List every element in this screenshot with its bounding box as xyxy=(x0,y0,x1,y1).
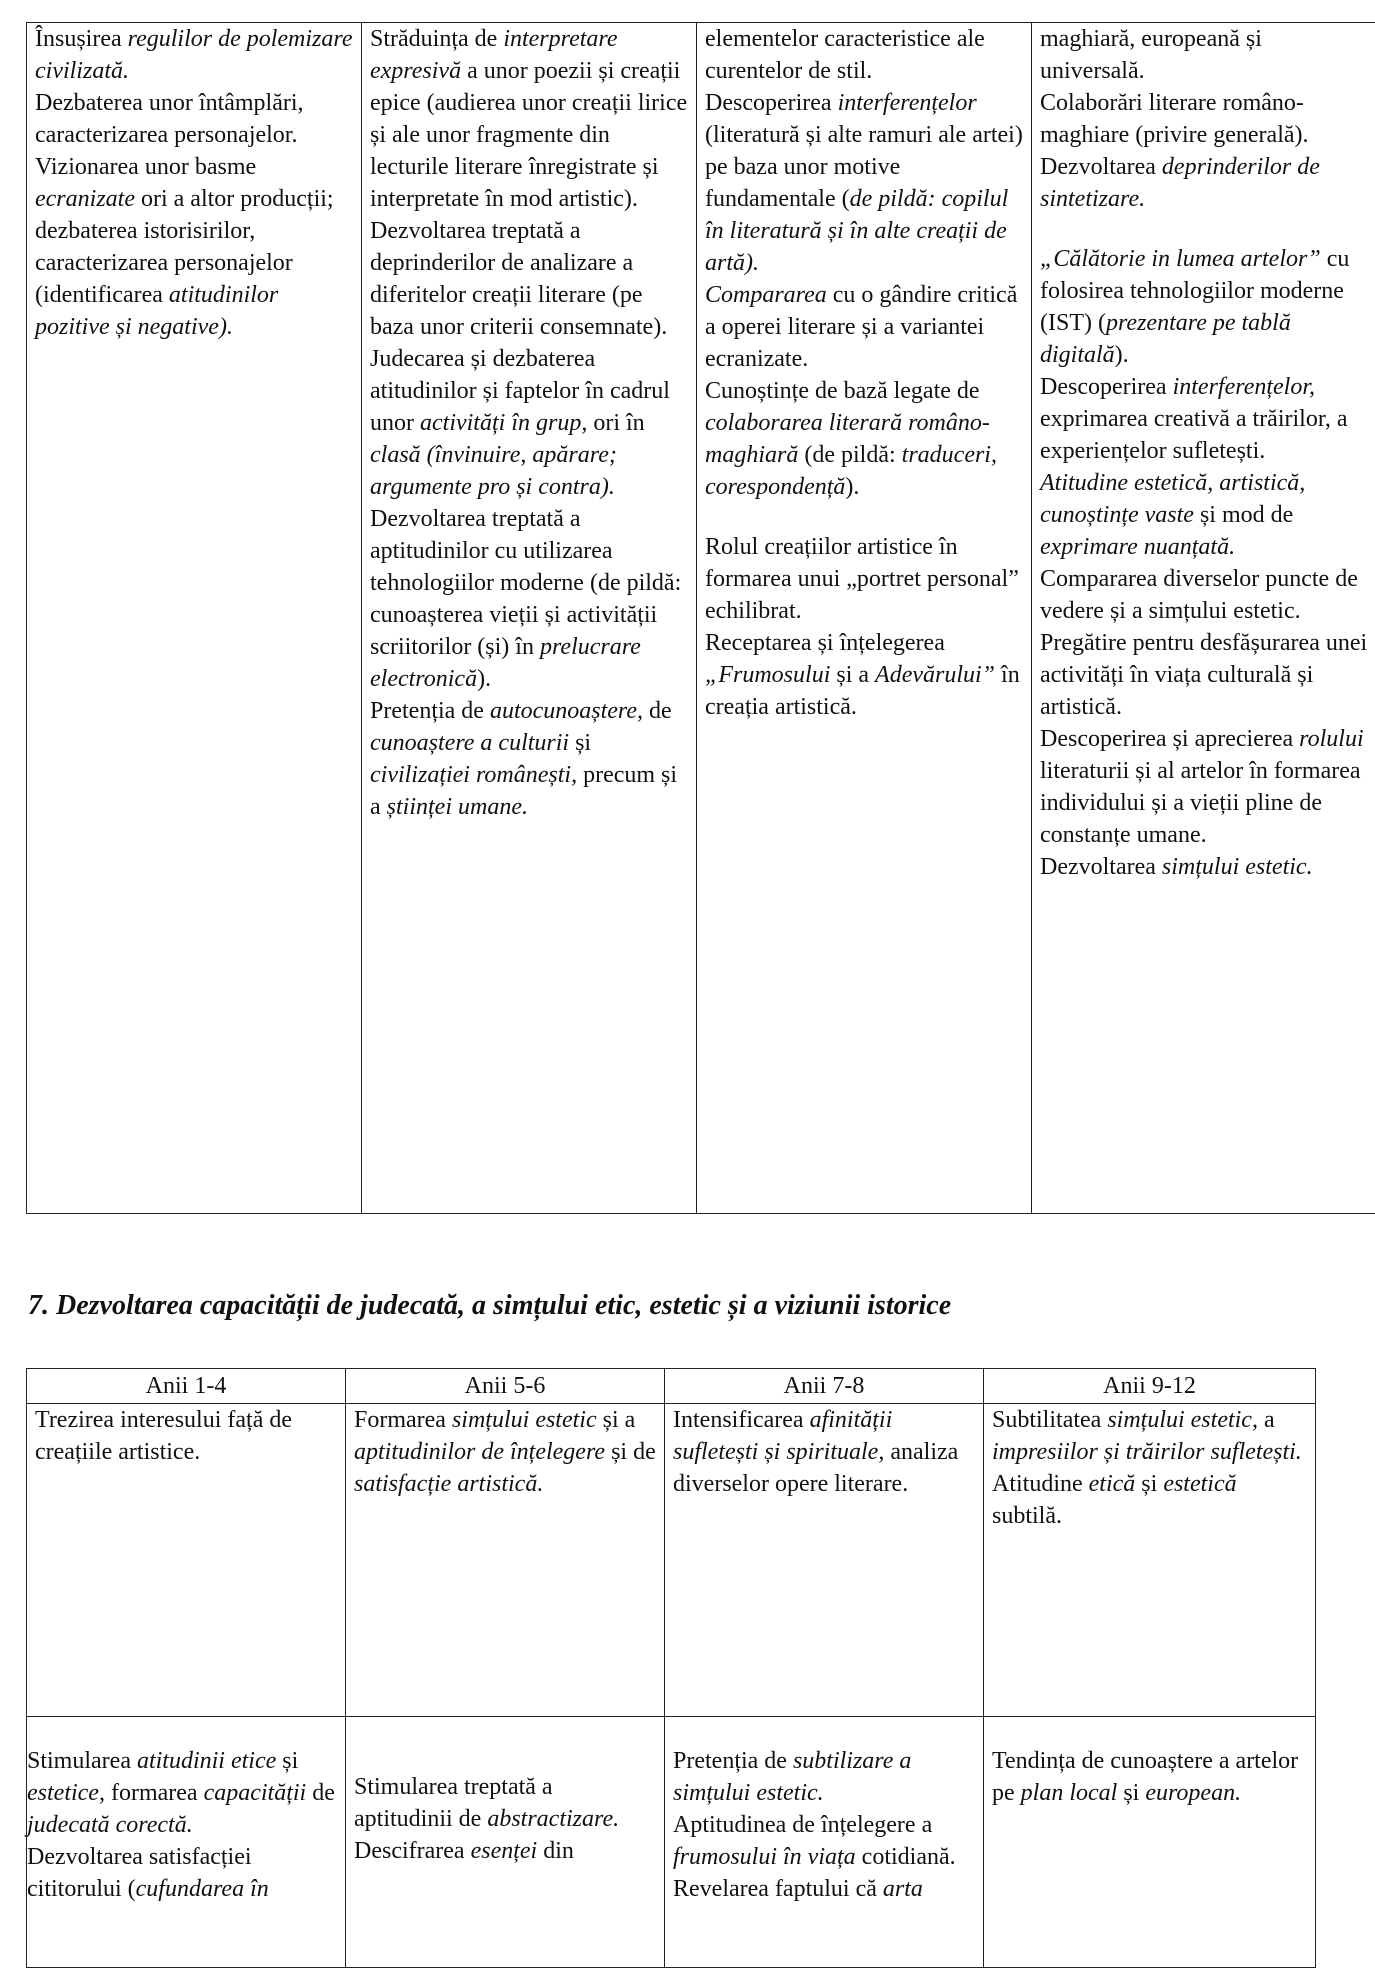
paragraph xyxy=(673,1873,975,1905)
content-table-continued xyxy=(26,22,1375,1214)
text-run: de xyxy=(643,698,672,724)
italic-text: prelucrare electronică xyxy=(370,634,641,692)
text-run: precum și a xyxy=(370,762,678,820)
column-header: Anii 1-4 xyxy=(27,1369,346,1404)
text-run: Tendința de cunoaștere a artelor pe xyxy=(992,1748,1299,1806)
table1-cell-col4 xyxy=(1032,23,1375,1214)
table2-cell xyxy=(346,1717,665,1968)
text-run: Dezbaterea unor întâmplări, caracterizarea personajelor. xyxy=(35,90,304,148)
paragraph xyxy=(705,627,1023,723)
table2-cell xyxy=(984,1404,1316,1717)
italic-text: cufundarea în xyxy=(135,1876,269,1902)
text-run: Pregătire pentru desfășurarea unei activități în viața culturală și artistică. xyxy=(1040,630,1368,720)
table1-cell-col3 xyxy=(697,23,1032,1214)
text-run: Rolul creațiilor artistice în formarea unui „portret personal” echilibrat. xyxy=(705,534,1019,624)
text-run: Descifrarea xyxy=(354,1838,471,1864)
text-run: Descoperirea xyxy=(1040,374,1173,400)
text-run: și a xyxy=(830,662,876,688)
text-run: Stimularea xyxy=(27,1748,137,1774)
italic-text: colaborarea literară româno-maghiară xyxy=(705,410,990,468)
text-run: Dezvoltarea treptată a aptitudinilor cu utilizarea tehnologiilor moderne (de pildă: cunoașterea vieții și activității scriitorilor (și) în xyxy=(370,506,682,660)
italic-text: prezentare pe tablă digitală xyxy=(1040,310,1291,368)
italic-text: deprinderilor de sintetizare. xyxy=(1040,154,1320,212)
paragraph xyxy=(1040,627,1371,723)
italic-text: capacității xyxy=(203,1780,307,1806)
text-run: Judecarea și dezbaterea atitudinilor și faptelor în cadrul unor xyxy=(370,346,670,436)
paragraph xyxy=(673,1404,975,1500)
italic-text: Compararea xyxy=(705,282,827,308)
text-run: Descoperirea xyxy=(705,90,838,116)
text-run: și de xyxy=(605,1439,656,1465)
italic-text: aptitudinilor de înțelegere xyxy=(354,1439,606,1465)
text-run: Străduința de xyxy=(370,26,504,52)
text-run: Pretenția de xyxy=(673,1748,793,1774)
text-run: din xyxy=(537,1838,574,1864)
text-run: Receptarea și înțelegerea xyxy=(705,630,945,656)
italic-text: autocunoaștere, xyxy=(489,698,644,724)
text-run: Intensificarea xyxy=(673,1407,810,1433)
italic-text: rolului xyxy=(1299,726,1364,752)
text-run: subtilă. xyxy=(992,1503,1062,1529)
text-run: de xyxy=(306,1780,335,1806)
italic-text: activități în grup, xyxy=(420,410,588,436)
italic-text: „Călătorie in lumea artelor” xyxy=(1040,246,1321,272)
paragraph xyxy=(370,343,688,503)
italic-text: esenței xyxy=(470,1838,538,1864)
text-run: ori în xyxy=(587,410,645,436)
italic-text: atitudinii etice xyxy=(136,1748,277,1774)
table2-cell xyxy=(27,1717,346,1968)
column-header: Anii 9-12 xyxy=(984,1369,1316,1404)
table1-cell-col1 xyxy=(27,23,362,1214)
italic-text: subtilizare a simțului estetic. xyxy=(673,1748,912,1806)
paragraph xyxy=(35,23,353,87)
italic-text: civilizației românești, xyxy=(370,762,578,788)
text-run: elementelor caracteristice ale curentelor de stil. xyxy=(705,26,985,84)
text-run: Pretenția de xyxy=(370,698,490,724)
paragraph xyxy=(1040,23,1371,87)
italic-text: interferențelor xyxy=(837,90,977,116)
paragraph xyxy=(1040,467,1371,563)
text-run: a unor poezii și creații epice (audierea unor creații lirice și ale unor fragmente din lecturile literare înregistrate și interpretate în mod artistic). xyxy=(370,58,688,212)
text-run: Dezvoltarea xyxy=(1040,854,1162,880)
text-run: literaturii și al artelor în formarea individului și a vieții pline de constanțe umane. xyxy=(1040,758,1361,848)
italic-text: traduceri, corespondență xyxy=(705,442,997,500)
table2-cell xyxy=(665,1404,984,1717)
table2-cell xyxy=(346,1404,665,1717)
text-run: și mod de xyxy=(1193,502,1294,528)
text-run: Însușirea xyxy=(35,26,128,52)
italic-text: estetice, xyxy=(27,1780,105,1806)
text-run: a xyxy=(1257,1407,1275,1433)
text-run: exprimarea creativă a trăirilor, a experiențelor sufletești. xyxy=(1040,406,1348,464)
text-run: Colaborări literare româno-maghiare (privire generală). xyxy=(1040,90,1309,148)
section-heading: 7. Dezvoltarea capacității de judecată, a simțului etic, estetic și a viziunii istorice xyxy=(28,1290,952,1321)
paragraph-gap xyxy=(1040,215,1371,243)
text-run: Aptitudinea de înțelegere a xyxy=(673,1812,933,1838)
paragraph xyxy=(705,23,1023,87)
text-run: (de pildă: xyxy=(798,442,902,468)
paragraph xyxy=(992,1745,1307,1809)
italic-text: satisfacție artistică. xyxy=(354,1471,544,1497)
text-run: și xyxy=(569,730,592,756)
paragraph xyxy=(370,695,688,823)
paragraph xyxy=(1040,723,1371,851)
text-run: Dezvoltarea satisfacției cititorului ( xyxy=(27,1844,252,1902)
paragraph xyxy=(1040,563,1371,627)
italic-text: de pildă: copilul în literatură și în alte creații de artă). xyxy=(705,186,1009,276)
paragraph xyxy=(705,87,1023,279)
table2-cell xyxy=(984,1717,1316,1968)
text-run: cu o gândire critică a operei literare și a variantei ecranizate. xyxy=(705,282,1018,372)
italic-text: afinității sufletești și spirituale, xyxy=(673,1407,893,1465)
paragraph xyxy=(992,1468,1307,1532)
paragraph xyxy=(27,1841,337,1905)
paragraph xyxy=(1040,87,1371,151)
text-run: analiza diverselor opere literare. xyxy=(673,1439,959,1497)
section7-table xyxy=(26,1368,1316,1968)
italic-text: abstractizare. xyxy=(487,1806,620,1832)
paragraph xyxy=(370,503,688,695)
italic-text: etică xyxy=(1088,1471,1136,1497)
table-row xyxy=(27,1717,1316,1968)
italic-text: exprimare nuanțată. xyxy=(1040,534,1236,560)
paragraph xyxy=(35,87,353,151)
italic-text: Atitudine estetică, artistică, cunoștințe vaste xyxy=(1040,470,1306,528)
text-run: Cunoștințe de bază legate de xyxy=(705,378,980,404)
paragraph xyxy=(1040,371,1371,467)
paragraph xyxy=(1040,151,1371,215)
italic-text: european. xyxy=(1145,1780,1242,1806)
text-run: Descoperirea și aprecierea xyxy=(1040,726,1300,752)
paragraph xyxy=(1040,243,1371,371)
paragraph xyxy=(370,23,688,215)
italic-text: cunoaștere a culturii xyxy=(370,730,570,756)
italic-text: Adevărului” xyxy=(875,662,996,688)
italic-text: regulilor de polemizare civilizată. xyxy=(35,26,353,84)
italic-text: „Frumosului xyxy=(705,662,831,688)
paragraph xyxy=(1040,851,1371,883)
paragraph xyxy=(354,1771,656,1835)
italic-text: atitudinilor pozitive și negative). xyxy=(35,282,279,340)
text-run: cotidiană. xyxy=(855,1844,956,1870)
column-header: Anii 7-8 xyxy=(665,1369,984,1404)
paragraph xyxy=(354,1404,656,1500)
text-run: Subtilitatea xyxy=(992,1407,1108,1433)
text-run: Vizionarea unor basme xyxy=(35,154,257,180)
text-run: și xyxy=(276,1748,299,1774)
italic-text: frumosului în viața xyxy=(673,1844,856,1870)
paragraph xyxy=(35,1404,337,1468)
italic-text: impresiilor și trăirilor sufletești. xyxy=(992,1439,1302,1465)
text-run: formarea xyxy=(104,1780,204,1806)
text-run: ). xyxy=(845,474,860,500)
text-run: cu folosirea tehnologiilor moderne (IST) ( xyxy=(1040,246,1350,336)
paragraph-gap xyxy=(705,503,1023,531)
text-run: și xyxy=(1135,1471,1164,1497)
text-run: Dezvoltarea xyxy=(1040,154,1162,180)
paragraph xyxy=(673,1745,975,1809)
text-run: Revelarea faptului că xyxy=(673,1876,883,1902)
italic-text: arta xyxy=(882,1876,923,1902)
table-header-row xyxy=(27,1369,1316,1404)
paragraph xyxy=(705,531,1023,627)
table2-cell xyxy=(665,1717,984,1968)
italic-text: simțului estetic. xyxy=(1161,854,1313,880)
text-run: și xyxy=(1117,1780,1146,1806)
table2-cell xyxy=(27,1404,346,1717)
text-run: (literatură și alte ramuri ale artei) pe baza unor motive fundamentale ( xyxy=(705,122,1023,212)
italic-text: judecată corectă. xyxy=(27,1812,193,1838)
italic-text: clasă (învinuire, apărare; argumente pro și contra). xyxy=(370,442,617,500)
italic-text: interferențelor, xyxy=(1172,374,1316,400)
text-run: ori a altor producții; dezbaterea istorisirilor, caracterizarea personajelor (identificarea xyxy=(35,186,334,308)
italic-text: estetică xyxy=(1163,1471,1237,1497)
paragraph xyxy=(27,1745,337,1841)
text-run: ). xyxy=(477,666,492,692)
text-run: și a xyxy=(596,1407,636,1433)
table-row xyxy=(27,1404,1316,1717)
text-run: Stimularea treptată a aptitudinii de xyxy=(354,1774,553,1832)
text-run: maghiară, europeană și universală. xyxy=(1040,26,1262,84)
paragraph xyxy=(370,215,688,343)
italic-text: științei umane. xyxy=(386,794,528,820)
italic-text: ecranizate xyxy=(35,186,135,212)
text-run: Formarea xyxy=(354,1407,452,1433)
column-header: Anii 5-6 xyxy=(346,1369,665,1404)
paragraph xyxy=(354,1835,656,1867)
italic-text: interpretare expresivă xyxy=(370,26,618,84)
text-run: Atitudine xyxy=(992,1471,1089,1497)
paragraph xyxy=(705,375,1023,503)
paragraph xyxy=(35,151,353,343)
paragraph xyxy=(673,1809,975,1873)
text-run: în creația artistică. xyxy=(705,662,1020,720)
text-run: Trezirea interesului față de creațiile artistice. xyxy=(35,1407,293,1465)
table1-cell-col2 xyxy=(362,23,697,1214)
text-run: Compararea diverselor puncte de vedere și a simțului estetic. xyxy=(1040,566,1358,624)
text-run: ). xyxy=(1114,342,1129,368)
text-run: Dezvoltarea treptată a deprinderilor de analizare a diferitelor creații literare (pe baza unor criterii consemnate). xyxy=(370,218,668,340)
italic-text: simțului estetic, xyxy=(1107,1407,1258,1433)
paragraph xyxy=(992,1404,1307,1468)
paragraph xyxy=(705,279,1023,375)
italic-text: plan local xyxy=(1020,1780,1118,1806)
italic-text: simțului estetic xyxy=(451,1407,597,1433)
